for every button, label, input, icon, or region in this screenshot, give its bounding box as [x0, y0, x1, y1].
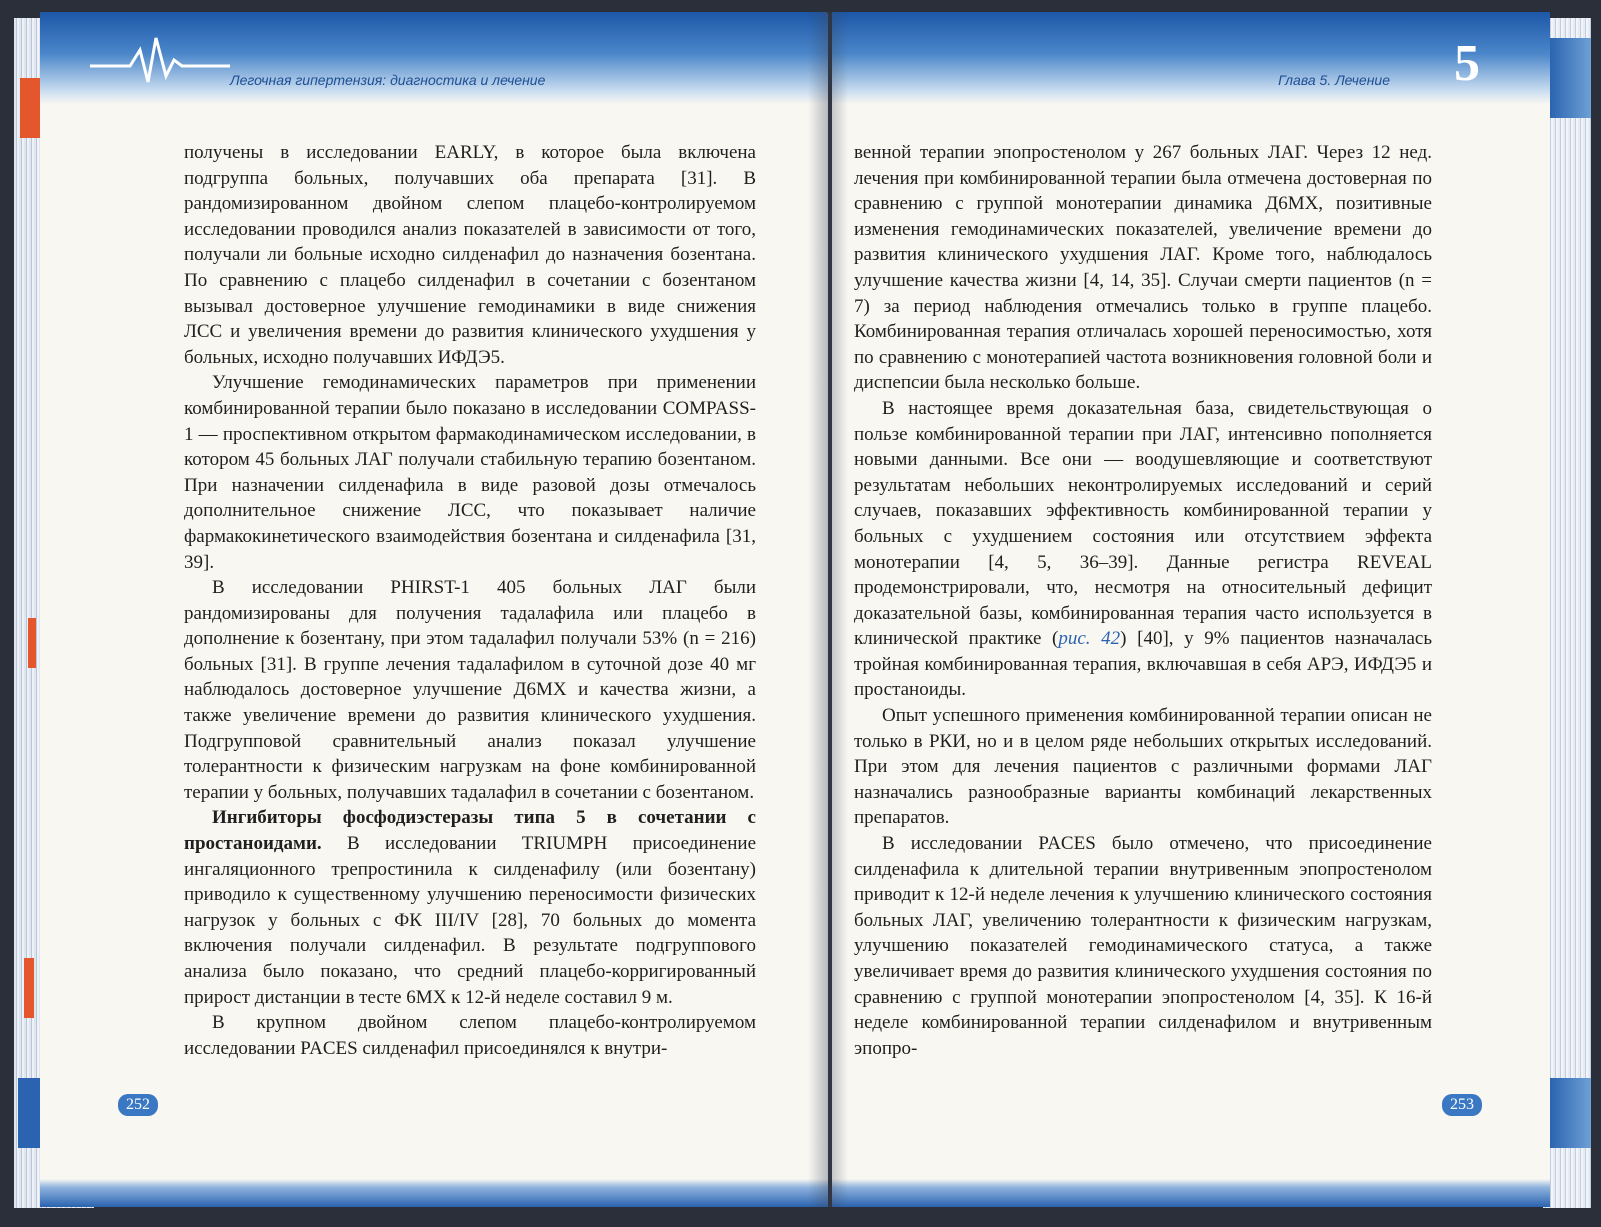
right-page-body — [854, 140, 1432, 1061]
left-page-body — [184, 140, 756, 1061]
paragraph: получены в исследовании EARLY, в которое была включена подгруппа больных, получавших оба препарата [31]. В рандомизированном двойном слепом плацебо-контролируемом исследовании проводился анализ показателей в зависимости от того, получали ли больные исходно силденафил до назначения бозентана. По сравнению с плацебо силденафил в сочетании с бозентаном вызывал достоверное улучшение гемодинамики в виде снижения ЛСС и увеличения времени до развития клинического ухудшения у больных, исходно получавших ИФДЭ5. — [184, 142, 756, 368]
running-head: Глава 5. Лечение — [1278, 72, 1390, 88]
paragraph: Опыт успешного применения комбинированной терапии описан не только в РКИ, но и в целом ряде небольших открытых исследований. При этом для лечения пациентов с различными формами ЛАГ назначались разнообразные варианты комбинаций лекарственных препаратов. — [854, 705, 1432, 829]
paragraph: В исследовании PACES было отмечено, что присоединение силденафила к длительной терапии внутривенным эпопростенолом приводит к 12-й неделе лечения к улучшению клинического состояния больных ЛАГ, увеличению толерантности к физическим нагрузкам, улучшению показателей гемодинамического статуса, а также увеличивает время до развития клинического ухудшения состояния по сравнению с группой монотерапии эпопростенолом [4, 35]. К 16-й неделе комбинированной терапии силденафилом и внутривенным эпопро- — [854, 833, 1432, 1059]
page-number: 253 — [1442, 1094, 1482, 1116]
left-page — [40, 12, 828, 1207]
bold-lead: Ингибиторы фосфодиэстеразы типа 5 в сочетании с простаноидами. — [184, 807, 756, 855]
paragraph: Улучшение гемодинамических параметров при применении комбинированной терапии было показано в исследовании COMPASS-1 — проспективном открытом фармакодинамическом исследовании, в котором 45 больных ЛАГ получали стабильную терапию бозентаном. При назначении силденафила в виде разовой дозы отмечалось дополнительное снижение ЛСС, что показывает наличие фармакокинетического взаимодействия бозентана и силденафила [31, 39]. — [184, 372, 756, 573]
figure-link[interactable]: рис. 42 — [1058, 628, 1121, 650]
paragraph: В исследовании PHIRST-1 405 больных ЛАГ были рандомизированы для получения тадалафила или плацебо в дополнение к бозентану, при этом тадалафил получали 53% (n = 216) больных [31]. В группе лечения тадалафилом в суточной дозе 40 мг наблюдалось достоверное улучшение Д6МХ и качества жизни, а также увеличение времени до развития клинического ухудшения. Подгрупповой сравнительный анализ показал улучшение толерантности к физическим нагрузкам на фоне комбинированной терапии у больных, получавших тадалафил в сочетании с бозентаном. — [184, 577, 756, 803]
paragraph-text: В исследовании TRIUMPH присоединение ингаляционного трепростинила к силденафилу (или бозентану) приводило к существенному улучшению переносимости физических нагрузок у больных с ФК III/IV [28], 70 больных до момента включения получали силденафил. В результате подгруппового анализа было показано, что средний плацебо-корригированный прирост дистанции в тесте 6МХ к 12-й неделе составил 9 м. — [184, 833, 756, 1008]
right-page-edges — [1543, 18, 1591, 1208]
paragraph: В крупном двойном слепом плацебо-контролируемом исследовании PACES силденафил присоединялся к внутри- — [184, 1012, 756, 1059]
right-page — [832, 12, 1550, 1207]
chapter-number: 5 — [1454, 35, 1480, 92]
footer-band — [832, 1179, 1550, 1207]
paragraph-text: ) [40], у 9% пациентов назначалась тройная комбинированная терапия, включавшая в себя АРЭ, ИФДЭ5 и простаноиды. — [854, 628, 1432, 701]
paragraph-text: В настоящее время доказательная база, свидетельствующая о пользе комбинированной терапии при ЛАГ, интенсивно пополняется новыми данными. Все они — воодушевляющие и соответствуют результатам небольших неконтролируемых исследований и серий случаев, показавших эффективность комбинированной терапии у больных с ухудшением состояния или отсутствием эффекта монотерапии [4, 5, 36–39]. Данные регистра REVEAL продемонстрировали, что, несмотря на относительный дефицит доказательной базы, комбинированная терапия часто используется в клинической практике ( — [854, 397, 1432, 650]
paragraph: венной терапии эпопростенолом у 267 больных ЛАГ. Через 12 нед. лечения при комбинированной терапии была отмечена достоверная по сравнению с группой монотерапии динамика Д6МХ, позитивные изменения гемодинамических показателей, увеличение времени до развития клинического ухудшения ЛАГ. Кроме того, наблюдалось улучшение качества жизни [4, 14, 35]. Случаи смерти пациентов (n = 7) за период наблюдения отмечались только в группе плацебо. Комбинированная терапия отличалась хорошей переносимостью, хотя по сравнению с монотерапией частота возникновения головной боли и диспепсии была несколько больше. — [854, 142, 1432, 394]
paragraph — [184, 805, 756, 1010]
page-number: 252 — [118, 1094, 158, 1116]
running-head: Легочная гипертензия: диагностика и лечение — [230, 72, 546, 88]
heartbeat-pulse-icon — [90, 30, 230, 90]
header-band — [832, 12, 1550, 104]
paragraph — [854, 396, 1432, 703]
footer-band — [40, 1179, 828, 1207]
